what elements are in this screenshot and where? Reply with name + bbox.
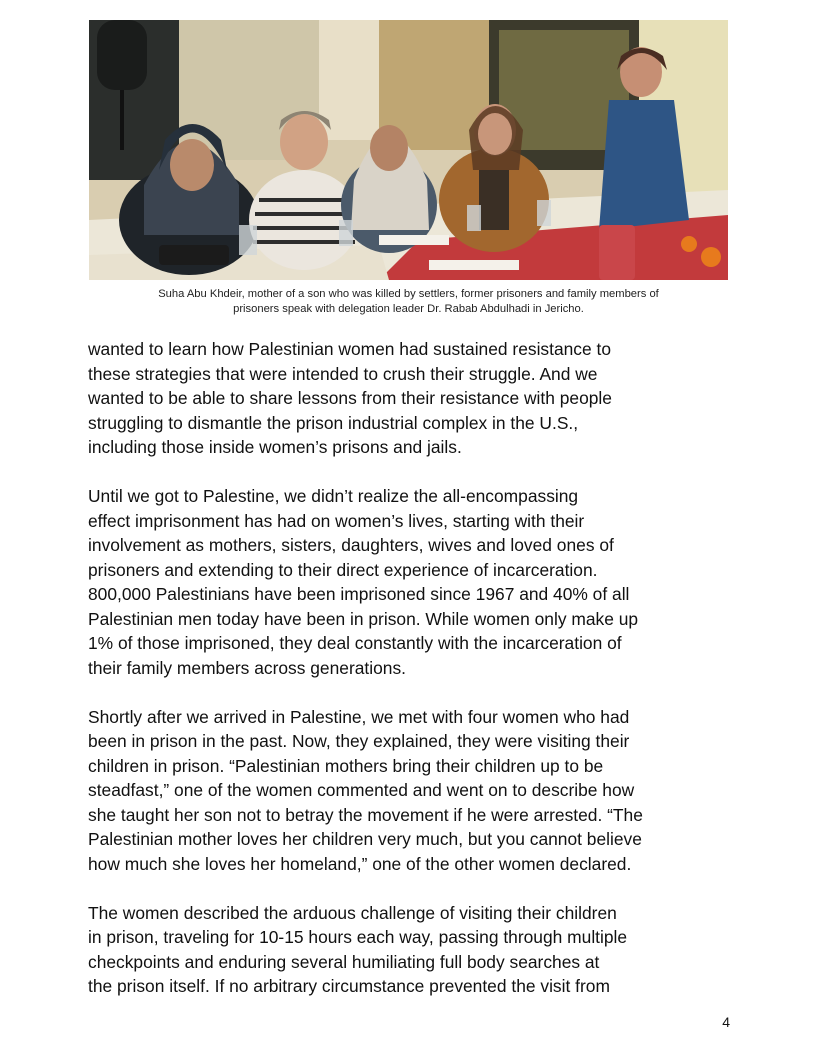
text-line: effect imprisonment has had on women’s lives, starting with their <box>88 510 585 531</box>
text-line: their family members across generations. <box>88 657 406 678</box>
caption-line: Suha Abu Khdeir, mother of a son who was killed by settlers, former prisoners and family members of <box>158 288 659 300</box>
paragraph <box>88 901 738 999</box>
text-line: the prison itself. If no arbitrary circumstance prevented the visit from <box>88 976 610 996</box>
text-line: 800,000 Palestinians have been imprisoned since 1967 and 40% of all <box>88 584 630 604</box>
text-line: Until we got to Palestine, we didn’t realize the all-encompassing <box>88 486 579 506</box>
text-line: struggling to dismantle the prison industrial complex in the U.S., <box>88 412 579 433</box>
paragraph <box>88 484 738 680</box>
text-line: she taught her son not to betray the movement if he were arrested. “The <box>88 804 643 825</box>
text-line: involvement as mothers, sisters, daughters, wives and loved ones of <box>88 535 614 555</box>
photo <box>89 20 728 280</box>
paragraph <box>88 705 738 877</box>
text-line: how much she loves her homeland,” one of the other women declared. <box>88 853 632 874</box>
page-number: 4 <box>722 1014 730 1030</box>
text-line: checkpoints and enduring several humiliating full body searches at <box>88 951 600 972</box>
text-line: in prison, traveling for 10-15 hours each way, passing through multiple <box>88 927 628 947</box>
text-line: Palestinian men today have been in prison. While women only make up <box>88 608 639 629</box>
text-line: steadfast,” one of the women commented and went on to describe how <box>88 780 635 800</box>
text-line: including those inside women’s prisons and jails. <box>88 437 462 457</box>
text-line: wanted to be able to share lessons from their resistance with people <box>88 388 612 408</box>
text-line: wanted to learn how Palestinian women had sustained resistance to <box>88 339 612 359</box>
text-line: these strategies that were intended to crush their struggle. And we <box>88 363 598 384</box>
text-line: Palestinian mother loves her children very much, but you cannot believe <box>88 829 642 849</box>
meeting-photo <box>89 20 728 280</box>
text-line: been in prison in the past. Now, they explained, they were visiting their <box>88 731 630 751</box>
text-line: Shortly after we arrived in Palestine, we met with four women who had <box>88 706 630 727</box>
text-line: prisoners and extending to their direct experience of incarceration. <box>88 559 598 580</box>
text-line: The women described the arduous challenge of visiting their children <box>88 902 617 923</box>
caption-line: prisoners speak with delegation leader Dr. Rabab Abdulhadi in Jericho. <box>233 303 584 315</box>
text-line: children in prison. “Palestinian mothers bring their children up to be <box>88 755 604 776</box>
paragraph <box>88 337 738 460</box>
body-text <box>88 337 738 999</box>
photo-caption <box>100 287 717 317</box>
text-line: 1% of those imprisoned, they deal constantly with the incarceration of <box>88 633 622 653</box>
